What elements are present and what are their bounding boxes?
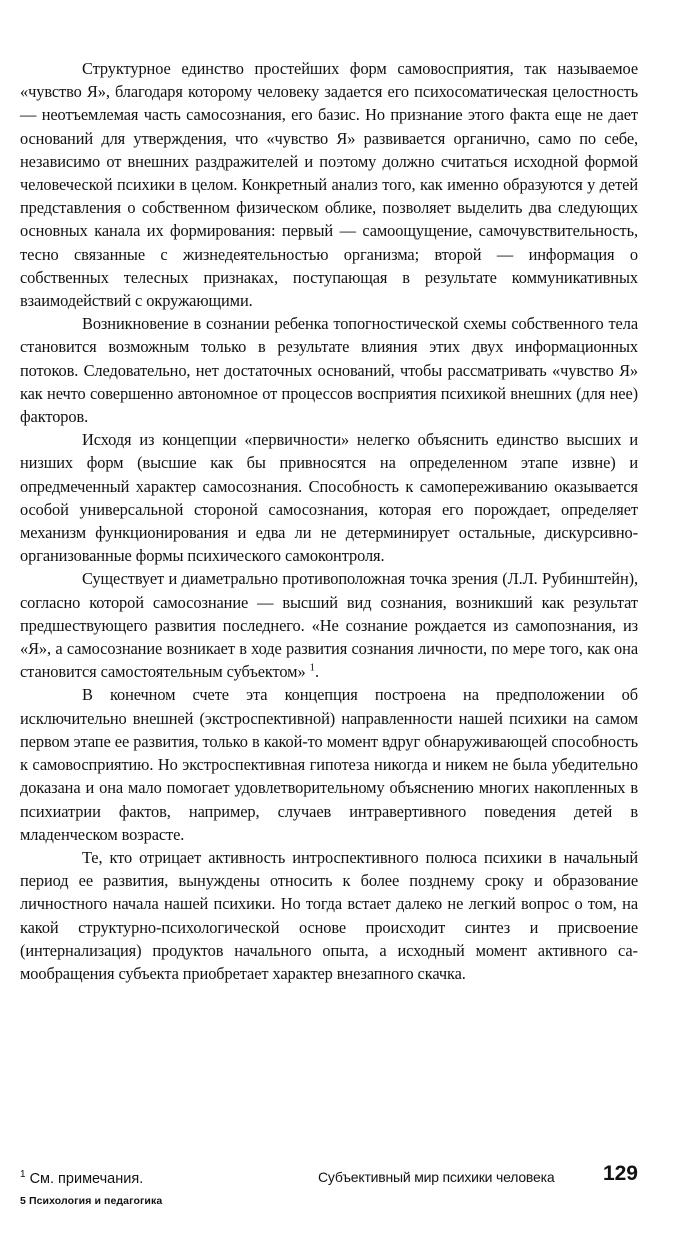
page-footer xyxy=(20,1162,638,1195)
paragraph: Существует и диаметрально противоположная точка зрения (Л.Л. Рубинштейн), согласно которой самосознание — высший вид сознания, возникший как результат предшествующего развития последнего. «Не сознание рождается из самопознания, из «Я», а самосознание возникает в ходе развития сознания личности, по мере того, как она становится самостоятельным субъектом» xyxy=(20,569,638,682)
footnote-number: 1 xyxy=(20,1169,26,1180)
printer-signature: 5 Психология и педагогика xyxy=(20,1195,163,1207)
main-text xyxy=(20,57,638,985)
running-title: Субъективный мир психики человека xyxy=(318,1169,555,1185)
paragraph: Структурное единство простейших форм самовосприятия, так называемое «чувство Я», благодаря которому человеку задается его психосоматическая целостность — неотъемлемая часть самосознания, его базис. Но признание этого факта еще не дает оснований для утверждения, что «чувство Я» развивается органично, само по себе, независимо от внешних раздражителей и поэтому должно считаться исходной формой человеческой психики в целом. Конкретный анализ того, как именно образуются у детей представления о собственном физическом облике, позволяет выделить два следующих основных канала их формирования: первый — самоощущение, самочувствительность, тесно связанные с жизнедеятельностью организма; второй — информация о собственных телесных признаках, поступающая в результате коммуникативных взаимодействий с окружающими. xyxy=(20,59,638,311)
footnote xyxy=(20,1169,143,1187)
paragraph-with-footnote: Существует и диаметрально противоположная точка зрения (Л.Л. Рубинштейн), согласно которой самосознание — высший вид сознания, возникший как результат предшествующего развития последнего. «Не сознание рождается из самопознания, из «Я», а самосознание возникает в ходе развития сознания личности, по мере того, как она становится самостоятельным субъектом» $^1$. xyxy=(20,569,638,682)
footnote-reference: 1 xyxy=(309,661,315,674)
footnote-text: См. примечания. xyxy=(29,1170,144,1187)
page-number: 129 xyxy=(602,1162,638,1185)
paragraph: Возникновение в сознании ребенка топогностической схемы собственного тела становится возможным только в результате влияния этих двух информационных потоков. Следовательно, нет достаточных оснований, чтобы рассматривать «чувство Я» как нечто совершенно автономное от процессов восприятия психикой внешних (для нее) факторов. xyxy=(20,314,638,427)
paragraph: Те, кто отрицает активность интроспективного полюса психики в начальный период ее развития, вынуждены относить к более позднему сроку и образование личностного начала нашей психики. Но тогда встает далеко не легкий вопрос о том, на какой структурно-психологической основе происходит синтез и присвоение (интернализация) продуктов начального опыта, а исходный момент активного самообращения субъекта приобретает характер внезапного скачка. xyxy=(20,847,638,983)
paragraph: В конечном счете эта концепция построена на предположении об исключительно внешней (экстроспективной) направленности нашей психики на самом первом этапе ее развития, только в какой-то момент вдруг обнаруживающей способность к самовосприятию. Но экстроспективная гипотеза никогда и никем не была убедительно доказана и она мало помогает удовлетворительному объяснению многих накопленных в психиатрии фактов, например, случаев интравертивного поведения детей в младенческом возрасте. xyxy=(20,685,638,844)
paragraph: Исходя из концепции «первичности» нелегко объяснить единство высших и низших форм (высшие как бы привносятся на определенном этапе извне) и опредмеченный характер самосознания. Способность к самопереживанию оказывается особой универсальной стороной самосознания, которая его порождает, определяет механизм функционирования и едва ли не детерминирует остальные, дискурсивно-организованные формы психического самоконтроля. xyxy=(20,430,638,566)
